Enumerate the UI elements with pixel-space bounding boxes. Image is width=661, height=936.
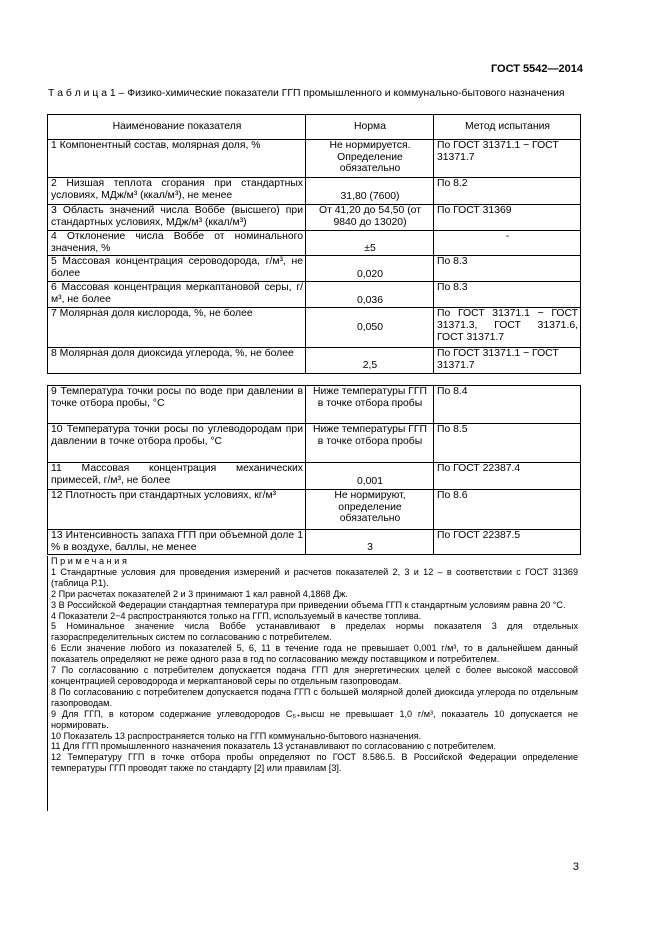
note-item: 4 Показатели 2−4 распространяются только на ГГП, используемый в качестве топлива. xyxy=(51,610,422,621)
row-norm: Не нормируют, определение обязательно xyxy=(306,490,434,530)
table-row xyxy=(48,231,581,256)
row-method: По 8.5 xyxy=(434,424,581,463)
row-name: 4 Отклонение числа Воббе от номинального значения, % xyxy=(48,231,306,256)
row-method: По 8.4 xyxy=(434,386,581,424)
table-row xyxy=(48,178,581,205)
row-name: 3 Область значений числа Воббе (высшего) при стандартных условиях, МДж/м³ (ккал/м³) xyxy=(48,205,306,231)
table-header-row xyxy=(48,115,581,140)
row-norm: 2,5 xyxy=(306,348,434,373)
notes-block xyxy=(47,556,581,811)
row-method: По ГОСТ 31371.1 − ГОСТ 31371.3, ГОСТ 31371.6, ГОСТ 31371.7 xyxy=(434,308,581,348)
row-name: 2 Низшая теплота сгорания при стандартных условиях, МДж/м³ (ккал/м³), не менее xyxy=(48,178,306,205)
note-item: 10 Показатель 13 распространяется только на ГГП коммунально-бытового назначения. xyxy=(51,730,422,741)
row-norm: Ниже температуры ГГП в точке отбора пробы xyxy=(306,424,434,463)
table-row xyxy=(48,386,581,424)
table-row xyxy=(48,256,581,282)
row-norm: 3 xyxy=(306,530,434,555)
note-item: 3 В Российской Федерации стандартная температура при приведении объема ГГП к стандартным условиям равна 20 °С. xyxy=(51,599,566,610)
row-method: По ГОСТ 31371.1 − ГОСТ 31371.7 xyxy=(434,348,581,373)
row-norm: 0,020 xyxy=(306,256,434,282)
note-item: 8 По согласованию с потребителем допускается подача ГГП с большей молярной долей диоксида углерода по отдельным газопроводам. xyxy=(51,686,578,708)
note-item: 1 Стандартные условия для проведения измерений и расчетов показателей 2, 3 и 12 – в соответствии с ГОСТ 31369 (таблица Р.1). xyxy=(51,566,578,588)
table-row xyxy=(48,424,581,463)
row-method: По ГОСТ 31369 xyxy=(434,205,581,231)
row-method: По ГОСТ 22387.5 xyxy=(434,530,581,555)
header-method: Метод испытания xyxy=(434,115,581,140)
note-item: 6 Если значение любого из показателей 5, 6, 11 в течение года не превышает 0,001 г/м³, то в дальнейшем данный показатель определяют не реже одного раза в год по согласованию между поставщиком и потребителем. xyxy=(51,643,578,665)
row-name: 11 Массовая концентрация механических примесей, г/м³, не более xyxy=(48,463,306,490)
notes-title: Примечания xyxy=(51,556,130,566)
row-name: 6 Массовая концентрация меркаптановой серы, г/м³, не более xyxy=(48,282,306,308)
row-name: 7 Молярная доля кислорода, %, не более xyxy=(48,308,306,348)
row-name: 5 Массовая концентрация сероводорода, г/м³, не более xyxy=(48,256,306,282)
row-norm: 31,80 (7600) xyxy=(306,178,434,205)
table-part-2 xyxy=(47,385,581,555)
row-name: 13 Интенсивность запаха ГГП при объемной доле 1 % в воздухе, баллы, не менее xyxy=(48,530,306,555)
row-method: По ГОСТ 31371.1 − ГОСТ 31371.7 xyxy=(434,140,581,178)
table-row xyxy=(48,530,581,555)
row-norm: ±5 xyxy=(306,231,434,256)
table-caption: Т а б л и ц а 1 – Физико-химические показатели ГГП промышленного и коммунально-бытового назначения xyxy=(48,88,565,99)
note-item: 7 По согласованию с потребителем допускается подача ГГП для энергетических целей с более высокой массовой концентрацией сероводорода и меркаптановой серы по отдельным газопроводам. xyxy=(51,665,578,686)
row-norm: Не нормируется. Определение обязательно xyxy=(306,140,434,178)
note-item: 5 Номинальное значение числа Воббе устанавливают в пределах нормы показателя 3 для отдельных газораспределительных систем по согласованию с потребителем. xyxy=(51,621,578,643)
table-row xyxy=(48,308,581,348)
header-name: Наименование показателя xyxy=(48,115,306,140)
row-norm: От 41,20 до 54,50 (от 9840 до 13020) xyxy=(306,205,434,231)
row-norm: 0,050 xyxy=(306,308,434,348)
note-item: 12 Температуру ГГП в точке отбора пробы определяют по ГОСТ 8.586.5. В Российской Федерации определение температуры ГГП проводят также по стандарту [2] или правилам [3]. xyxy=(51,752,578,774)
row-method: По 8.3 xyxy=(434,282,581,308)
row-method: По 8.6 xyxy=(434,490,581,530)
row-method: - xyxy=(434,231,581,256)
table-part-1 xyxy=(47,114,581,374)
row-norm: 0,001 xyxy=(306,463,434,490)
row-norm: 0,036 xyxy=(306,282,434,308)
row-method: По 8.3 xyxy=(434,256,581,282)
note-item: 11 Для ГГП промышленного назначения показатель 13 устанавливают по согласованию с потребителем. xyxy=(51,741,496,752)
row-norm: Ниже температуры ГГП в точке отбора пробы xyxy=(306,386,434,424)
table-row xyxy=(48,463,581,490)
row-name: 8 Молярная доля диоксида углерода, %, не более xyxy=(48,348,306,373)
header-norm: Норма xyxy=(306,115,434,140)
table-row xyxy=(48,348,581,373)
row-method: По ГОСТ 22387.4 xyxy=(434,463,581,490)
standard-header: ГОСТ 5542—2014 xyxy=(490,63,583,75)
row-name: 1 Компонентный состав, молярная доля, % xyxy=(48,140,306,178)
table-row xyxy=(48,282,581,308)
page-number: 3 xyxy=(572,861,579,873)
row-name: 9 Температура точки росы по воде при давлении в точке отбора пробы, °С xyxy=(48,386,306,424)
table-row xyxy=(48,205,581,231)
note-item: 2 При расчетах показателей 2 и 3 принимают 1 кал равной 4,1868 Дж. xyxy=(51,588,348,599)
table-row xyxy=(48,490,581,530)
table-row xyxy=(48,140,581,178)
row-name: 12 Плотность при стандартных условиях, кг/м³ xyxy=(48,490,306,530)
note-item: 9 Для ГГП, в котором содержание углеводородов C₅₊высш не превышает 1,0 г/м³, показатель 10 допускается не нормировать. xyxy=(51,708,578,730)
row-method: По 8.2 xyxy=(434,178,581,205)
row-name: 10 Температура точки росы по углеводородам при давлении в точке отбора пробы, °С xyxy=(48,424,306,463)
